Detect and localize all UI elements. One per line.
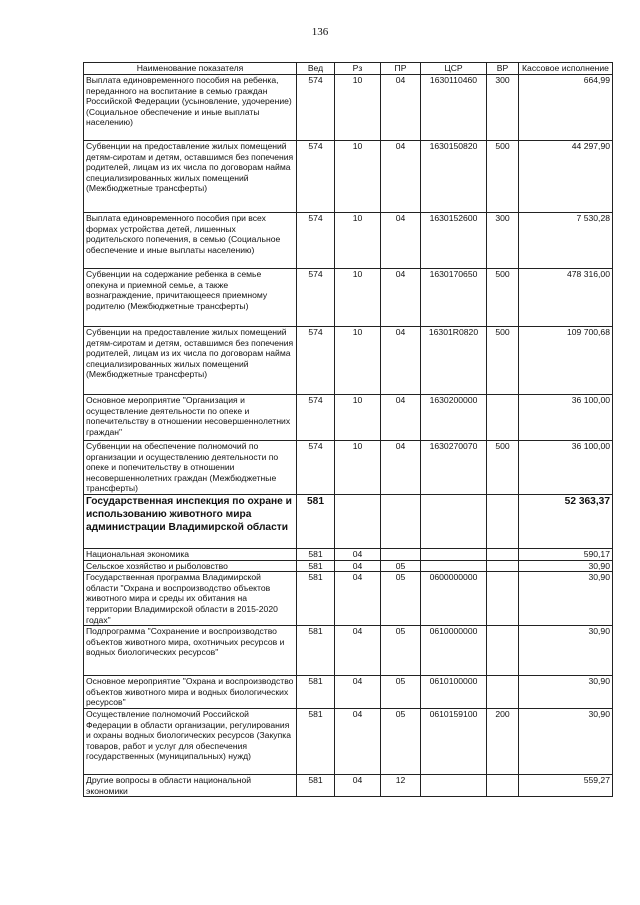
page-number: 136 <box>311 26 329 38</box>
cell-ved: 581 <box>297 495 335 549</box>
cell-amount: 36 100,00 <box>519 441 613 495</box>
cell-pr: 05 <box>381 572 421 626</box>
table-row <box>84 676 613 709</box>
cell-csr <box>421 774 487 796</box>
cell-rz: 04 <box>335 708 381 774</box>
table-row <box>84 708 613 774</box>
cell-amount: 30,90 <box>519 626 613 676</box>
cell-ved: 574 <box>297 75 335 141</box>
cell-name: Субвенции на содержание ребенка в семье опекуна и приемной семье, а также вознаграждение, причитающееся приемному родителю (Межбюджетные трансферты) <box>84 269 297 327</box>
cell-ved: 574 <box>297 441 335 495</box>
cell-csr: 1630110460 <box>421 75 487 141</box>
cell-ved: 581 <box>297 572 335 626</box>
cell-pr: 04 <box>381 213 421 269</box>
cell-amount: 664,99 <box>519 75 613 141</box>
cell-vr <box>487 572 519 626</box>
table-header-row <box>84 63 613 75</box>
cell-name: Государственная программа Владимирской области "Охрана и воспроизводство объектов животного мира и среды их обитания на территории Владимирской области в 2015-2020 годах" <box>84 572 297 626</box>
cell-pr: 05 <box>381 560 421 572</box>
cell-pr <box>381 549 421 561</box>
cell-pr: 04 <box>381 395 421 441</box>
cell-amount: 52 363,37 <box>519 495 613 549</box>
cell-csr: 0600000000 <box>421 572 487 626</box>
cell-ved: 581 <box>297 676 335 709</box>
table-row <box>84 327 613 395</box>
cell-rz <box>335 495 381 549</box>
cell-vr <box>487 626 519 676</box>
cell-rz: 10 <box>335 269 381 327</box>
cell-vr: 300 <box>487 213 519 269</box>
cell-vr: 200 <box>487 708 519 774</box>
cell-vr <box>487 560 519 572</box>
cell-vr <box>487 676 519 709</box>
table-row <box>84 572 613 626</box>
cell-name: Подпрограмма "Сохранение и воспроизводство объектов животного мира, охотничьих ресурсов и водных биологических ресурсов" <box>84 626 297 676</box>
cell-vr: 500 <box>487 141 519 213</box>
table-row <box>84 269 613 327</box>
cell-amount: 36 100,00 <box>519 395 613 441</box>
cell-csr: 0610159100 <box>421 708 487 774</box>
cell-ved: 574 <box>297 269 335 327</box>
cell-ved: 581 <box>297 708 335 774</box>
cell-name: Основное мероприятие "Организация и осуществление деятельности по опеке и попечительству в отношении несовершеннолетних граждан" <box>84 395 297 441</box>
cell-vr <box>487 495 519 549</box>
table-row <box>84 495 613 549</box>
cell-ved: 581 <box>297 560 335 572</box>
cell-csr: 16301R0820 <box>421 327 487 395</box>
cell-pr: 05 <box>381 626 421 676</box>
cell-amount: 478 316,00 <box>519 269 613 327</box>
cell-csr: 1630270070 <box>421 441 487 495</box>
cell-csr: 1630150820 <box>421 141 487 213</box>
table-row <box>84 441 613 495</box>
cell-pr: 04 <box>381 269 421 327</box>
header-rz: Рз <box>335 63 381 75</box>
cell-rz: 04 <box>335 549 381 561</box>
cell-ved: 581 <box>297 549 335 561</box>
cell-amount: 590,17 <box>519 549 613 561</box>
table-row <box>84 549 613 561</box>
cell-csr: 1630170650 <box>421 269 487 327</box>
cell-ved: 574 <box>297 327 335 395</box>
cell-rz: 10 <box>335 75 381 141</box>
cell-vr <box>487 395 519 441</box>
cell-ved: 581 <box>297 774 335 796</box>
cell-pr: 04 <box>381 141 421 213</box>
cell-pr <box>381 495 421 549</box>
cell-name: Субвенции на предоставление жилых помещений детям-сиротам и детям, оставшимся без попечения родителей, лицам из их числа по договорам найма специализированных жилых помещений (Межбюджетные трансферты) <box>84 141 297 213</box>
cell-name: Субвенции на предоставление жилых помещений детям-сиротам и детям, оставшимся без попечения родителей, лицам из их числа по договорам найма специализированных жилых помещений (Межбюджетные трансферты) <box>84 327 297 395</box>
cell-name: Выплата единовременного пособия на ребенка, переданного на воспитание в семью граждан Российской Федерации (усыновление, удочерение) (Социальное обеспечение и иные выплаты населению) <box>84 75 297 141</box>
cell-rz: 10 <box>335 141 381 213</box>
cell-csr: 1630200000 <box>421 395 487 441</box>
cell-pr: 05 <box>381 676 421 709</box>
cell-rz: 10 <box>335 213 381 269</box>
table-row <box>84 141 613 213</box>
cell-rz: 10 <box>335 395 381 441</box>
cell-csr <box>421 560 487 572</box>
cell-csr: 1630152600 <box>421 213 487 269</box>
cell-vr: 500 <box>487 327 519 395</box>
cell-ved: 581 <box>297 626 335 676</box>
table-row <box>84 560 613 572</box>
cell-rz: 04 <box>335 774 381 796</box>
cell-rz: 04 <box>335 560 381 572</box>
cell-rz: 10 <box>335 441 381 495</box>
cell-pr: 04 <box>381 75 421 141</box>
cell-csr: 0610000000 <box>421 626 487 676</box>
cell-ved: 574 <box>297 213 335 269</box>
cell-rz: 04 <box>335 676 381 709</box>
header-csr: ЦСР <box>421 63 487 75</box>
cell-amount: 30,90 <box>519 560 613 572</box>
cell-vr <box>487 549 519 561</box>
table-row <box>84 774 613 796</box>
cell-name: Другие вопросы в области национальной экономики <box>84 774 297 796</box>
header-amount: Кассовое исполнение <box>519 63 613 75</box>
cell-pr: 04 <box>381 327 421 395</box>
cell-name: Сельское хозяйство и рыболовство <box>84 560 297 572</box>
cell-name: Национальная экономика <box>84 549 297 561</box>
cell-rz: 04 <box>335 572 381 626</box>
table-row <box>84 75 613 141</box>
cell-amount: 109 700,68 <box>519 327 613 395</box>
cell-name: Выплата единовременного пособия при всех формах устройства детей, лишенных родительского попечения, в семью (Социальное обеспечение и иные выплаты населению) <box>84 213 297 269</box>
table-row <box>84 395 613 441</box>
cell-pr: 12 <box>381 774 421 796</box>
cell-rz: 04 <box>335 626 381 676</box>
cell-ved: 574 <box>297 141 335 213</box>
header-ved: Вед <box>297 63 335 75</box>
cell-amount: 44 297,90 <box>519 141 613 213</box>
cell-name: Осуществление полномочий Российской Федерации в области организации, регулирования и охраны водных биологических ресурсов (Закупка товаров, работ и услуг для обеспечения государственных (муниципальных) нужд) <box>84 708 297 774</box>
cell-vr: 500 <box>487 269 519 327</box>
header-pr: ПР <box>381 63 421 75</box>
cell-rz: 10 <box>335 327 381 395</box>
cell-name: Субвенции на обеспечение полномочий по организации и осуществлению деятельности по опеке и попечительству в отношении несовершеннолетних граждан (Межбюджетные трансферты) <box>84 441 297 495</box>
cell-name: Основное мероприятие "Охрана и воспроизводство объектов животного мира и водных биологических ресурсов" <box>84 676 297 709</box>
table-row <box>84 213 613 269</box>
cell-vr <box>487 774 519 796</box>
cell-csr <box>421 495 487 549</box>
table-body <box>84 75 613 797</box>
cell-csr: 0610100000 <box>421 676 487 709</box>
header-vr: ВР <box>487 63 519 75</box>
table-row <box>84 626 613 676</box>
cell-amount: 30,90 <box>519 572 613 626</box>
cell-name: Государственная инспекция по охране и использованию животного мира администрации Владимирской области <box>84 495 297 549</box>
budget-execution-table <box>83 62 613 797</box>
header-name: Наименование показателя <box>84 63 297 75</box>
cell-amount: 30,90 <box>519 708 613 774</box>
cell-vr: 300 <box>487 75 519 141</box>
cell-pr: 04 <box>381 441 421 495</box>
cell-csr <box>421 549 487 561</box>
cell-amount: 559,27 <box>519 774 613 796</box>
cell-pr: 05 <box>381 708 421 774</box>
cell-ved: 574 <box>297 395 335 441</box>
cell-amount: 30,90 <box>519 676 613 709</box>
cell-amount: 7 530,28 <box>519 213 613 269</box>
cell-vr: 500 <box>487 441 519 495</box>
